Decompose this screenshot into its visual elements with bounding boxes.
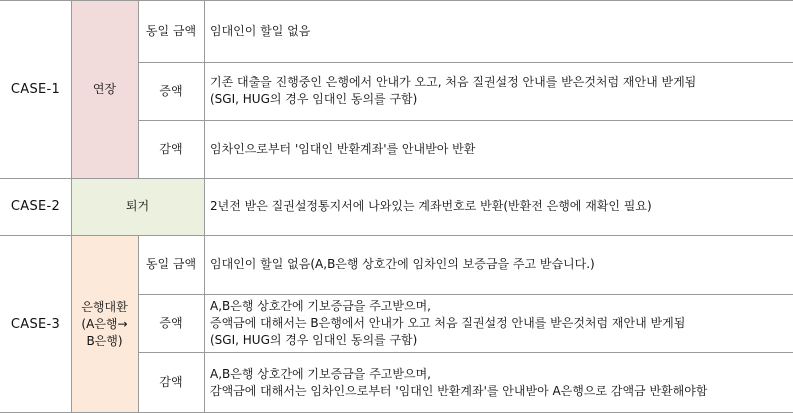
- case3-row2-type: 증액: [159, 315, 183, 330]
- case1-row3-type: 감액: [159, 141, 183, 156]
- table-rule: [138, 62, 793, 63]
- table-rule: [0, 235, 793, 236]
- case1-row1-content: [204, 0, 793, 62]
- case1-row1-type: 동일 금액: [145, 23, 197, 38]
- content-line: 감액금에 대해서는 임차인으로부터 '임대인 반환계좌'를 안내받아 A은행으로 감액금 반환해야함: [210, 383, 708, 398]
- case1-group-label: 연장: [92, 81, 117, 96]
- case2-content: [204, 178, 793, 235]
- content-line: 기존 대출을 진행중인 은행에서 안내가 오고, 처음 질권설정 안내를 받은것처럼 재안내 받게됨: [210, 75, 697, 89]
- content-line: (SGI, HUG의 경우 임대인 동의를 구함): [210, 332, 418, 347]
- case1-row2-content: [204, 62, 793, 120]
- table-rule: [71, 0, 72, 413]
- case1-row2-type: 증액: [159, 83, 183, 98]
- case1-group-cell: [71, 0, 138, 178]
- case3-row1-content: [204, 235, 793, 294]
- table-rule: [138, 352, 793, 353]
- table-rule: [138, 0, 139, 178]
- table-rule: [138, 235, 139, 413]
- content-line: A,B은행 상호간에 기보증금을 주고받으며,: [210, 298, 431, 313]
- case2-label: CASE-2: [10, 199, 61, 214]
- case3-group-cell: [71, 235, 138, 413]
- case1-row3-content: [204, 120, 793, 178]
- content-line: A,B은행 상호간에 기보증금을 주고받으며,: [210, 366, 431, 381]
- case3-group-line: B은행): [86, 333, 123, 348]
- table-rule: [0, 0, 793, 1]
- content-line: 임차인으로부터 '임대인 반환계좌'를 안내받아 반환: [210, 141, 476, 156]
- content-line: 임대인이 할일 없음(A,B은행 상호간에 임차인의 보증금을 주고 받습니다.): [210, 257, 595, 271]
- case3-group-line: (A은행→: [81, 316, 128, 331]
- case3-group-line: 은행대환: [81, 299, 128, 314]
- case3-label: CASE-3: [10, 316, 61, 332]
- table-rule: [138, 120, 793, 121]
- case2-group-cell: [71, 178, 204, 235]
- table-rule: [138, 294, 793, 295]
- content-line: (SGI, HUG의 경우 임대인 동의를 구함): [210, 92, 418, 106]
- content-line: 증액금에 대해서는 B은행에서 안내가 오고 처음 질권설정 안내를 받은것처럼 재안내 받게됨: [210, 315, 686, 330]
- case3-row3-type: 감액: [159, 375, 183, 389]
- content-line: 임대인이 할일 없음: [210, 23, 311, 38]
- case3-row1-type: 동일 금액: [145, 257, 197, 271]
- table-rule: [204, 0, 205, 413]
- content-line: 2년전 받은 질권설정통지서에 나와있는 계좌번호로 반환(반환전 은행에 재확인 필요): [210, 199, 652, 213]
- case1-label: CASE-1: [10, 81, 61, 97]
- case2-group-label: 퇴거: [125, 199, 150, 213]
- case3-row3-content: [204, 352, 793, 413]
- case3-row2-content: [204, 294, 793, 352]
- table-rule: [0, 178, 793, 179]
